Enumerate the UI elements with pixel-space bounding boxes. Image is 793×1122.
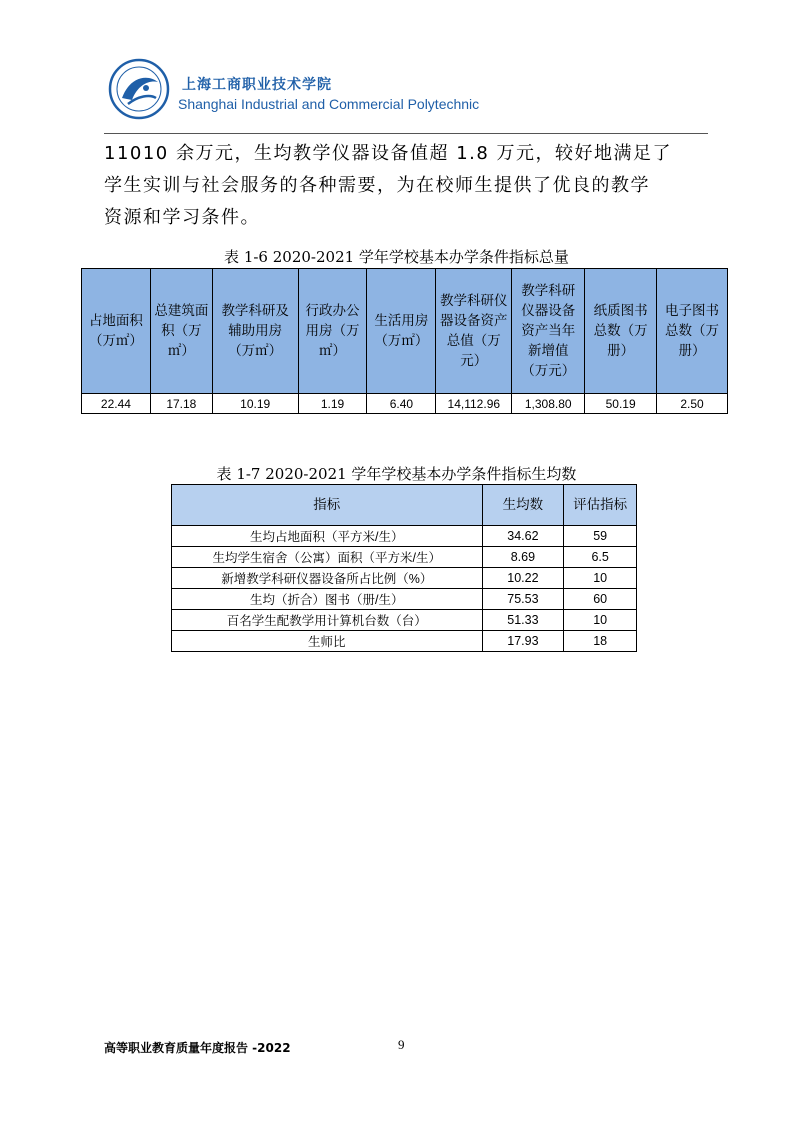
table-row [172,526,637,547]
school-logo-icon [108,58,170,120]
header-divider [104,133,708,134]
table-cell: 10.19 [212,394,298,414]
column-header: 教学科研仪器设备资产总值（万元） [436,269,512,394]
column-header: 行政办公用房（万㎡） [298,269,367,394]
table-row [172,631,637,652]
table-row [172,568,637,589]
table-cell: 8.69 [482,547,564,568]
column-header: 纸质图书总数（万册） [585,269,657,394]
table-cell: 2.50 [657,394,728,414]
column-header: 评估指标 [564,485,637,526]
table-cell: 6.40 [367,394,436,414]
school-name-en: Shanghai Industrial and Commercial Polytechnic [178,96,480,112]
column-header: 教学科研仪器设备资产当年新增值（万元） [512,269,585,394]
table-cell: 1.19 [298,394,367,414]
column-header: 电子图书总数（万册） [657,269,728,394]
table-cell: 18 [564,631,637,652]
table-cell: 34.62 [482,526,564,547]
body-line: 资源和学习条件。 [104,207,260,228]
table-cell: 生均（折合）图书（册/生） [172,589,483,610]
conditions-total-table [81,268,728,414]
table2-caption: 表 1-7 2020-2021 学年学校基本办学条件指标生均数 [216,465,577,483]
page-header [104,50,708,134]
table-cell: 生均学生宿舍（公寓）面积（平方米/生） [172,547,483,568]
body-line: 学生实训与社会服务的各种需要，为在校师生提供了优良的教学 [104,175,650,196]
table-row [82,394,728,414]
table-cell: 17.18 [150,394,212,414]
table-cell: 17.93 [482,631,564,652]
per-student-table [171,484,637,652]
column-header: 指标 [172,485,483,526]
table-cell: 75.53 [482,589,564,610]
column-header: 生均数 [482,485,564,526]
table-header-row [172,485,637,526]
table-cell: 1,308.80 [512,394,585,414]
table-cell: 51.33 [482,610,564,631]
table-cell: 6.5 [564,547,637,568]
body-paragraph [104,138,708,234]
column-header: 教学科研及辅助用房（万㎡） [212,269,298,394]
table1-caption: 表 1-6 2020-2021 学年学校基本办学条件指标总量 [224,248,569,266]
column-header: 占地面积（万㎡） [82,269,151,394]
school-name-cn: 上海工商职业技术学院 [182,77,332,93]
table-header-row [82,269,728,394]
table-cell: 生师比 [172,631,483,652]
table-cell: 10 [564,610,637,631]
column-header: 总建筑面积（万㎡） [150,269,212,394]
table-cell: 60 [564,589,637,610]
table-row [172,589,637,610]
table-cell: 百名学生配教学用计算机台数（台） [172,610,483,631]
table-row [172,610,637,631]
table-cell: 10.22 [482,568,564,589]
page-number: 9 [398,1037,405,1052]
table-cell: 59 [564,526,637,547]
table-cell: 22.44 [82,394,151,414]
table-cell: 14,112.96 [436,394,512,414]
table-cell: 新增教学科研仪器设备所占比例（%） [172,568,483,589]
table-row [172,547,637,568]
table-cell: 50.19 [585,394,657,414]
column-header: 生活用房（万㎡） [367,269,436,394]
body-line: 11010 余万元，生均教学仪器设备值超 1.8 万元，较好地满足了 [104,143,673,164]
table-cell: 生均占地面积（平方米/生） [172,526,483,547]
report-title: 高等职业教育质量年度报告 -2022 [104,1041,291,1055]
table-cell: 10 [564,568,637,589]
